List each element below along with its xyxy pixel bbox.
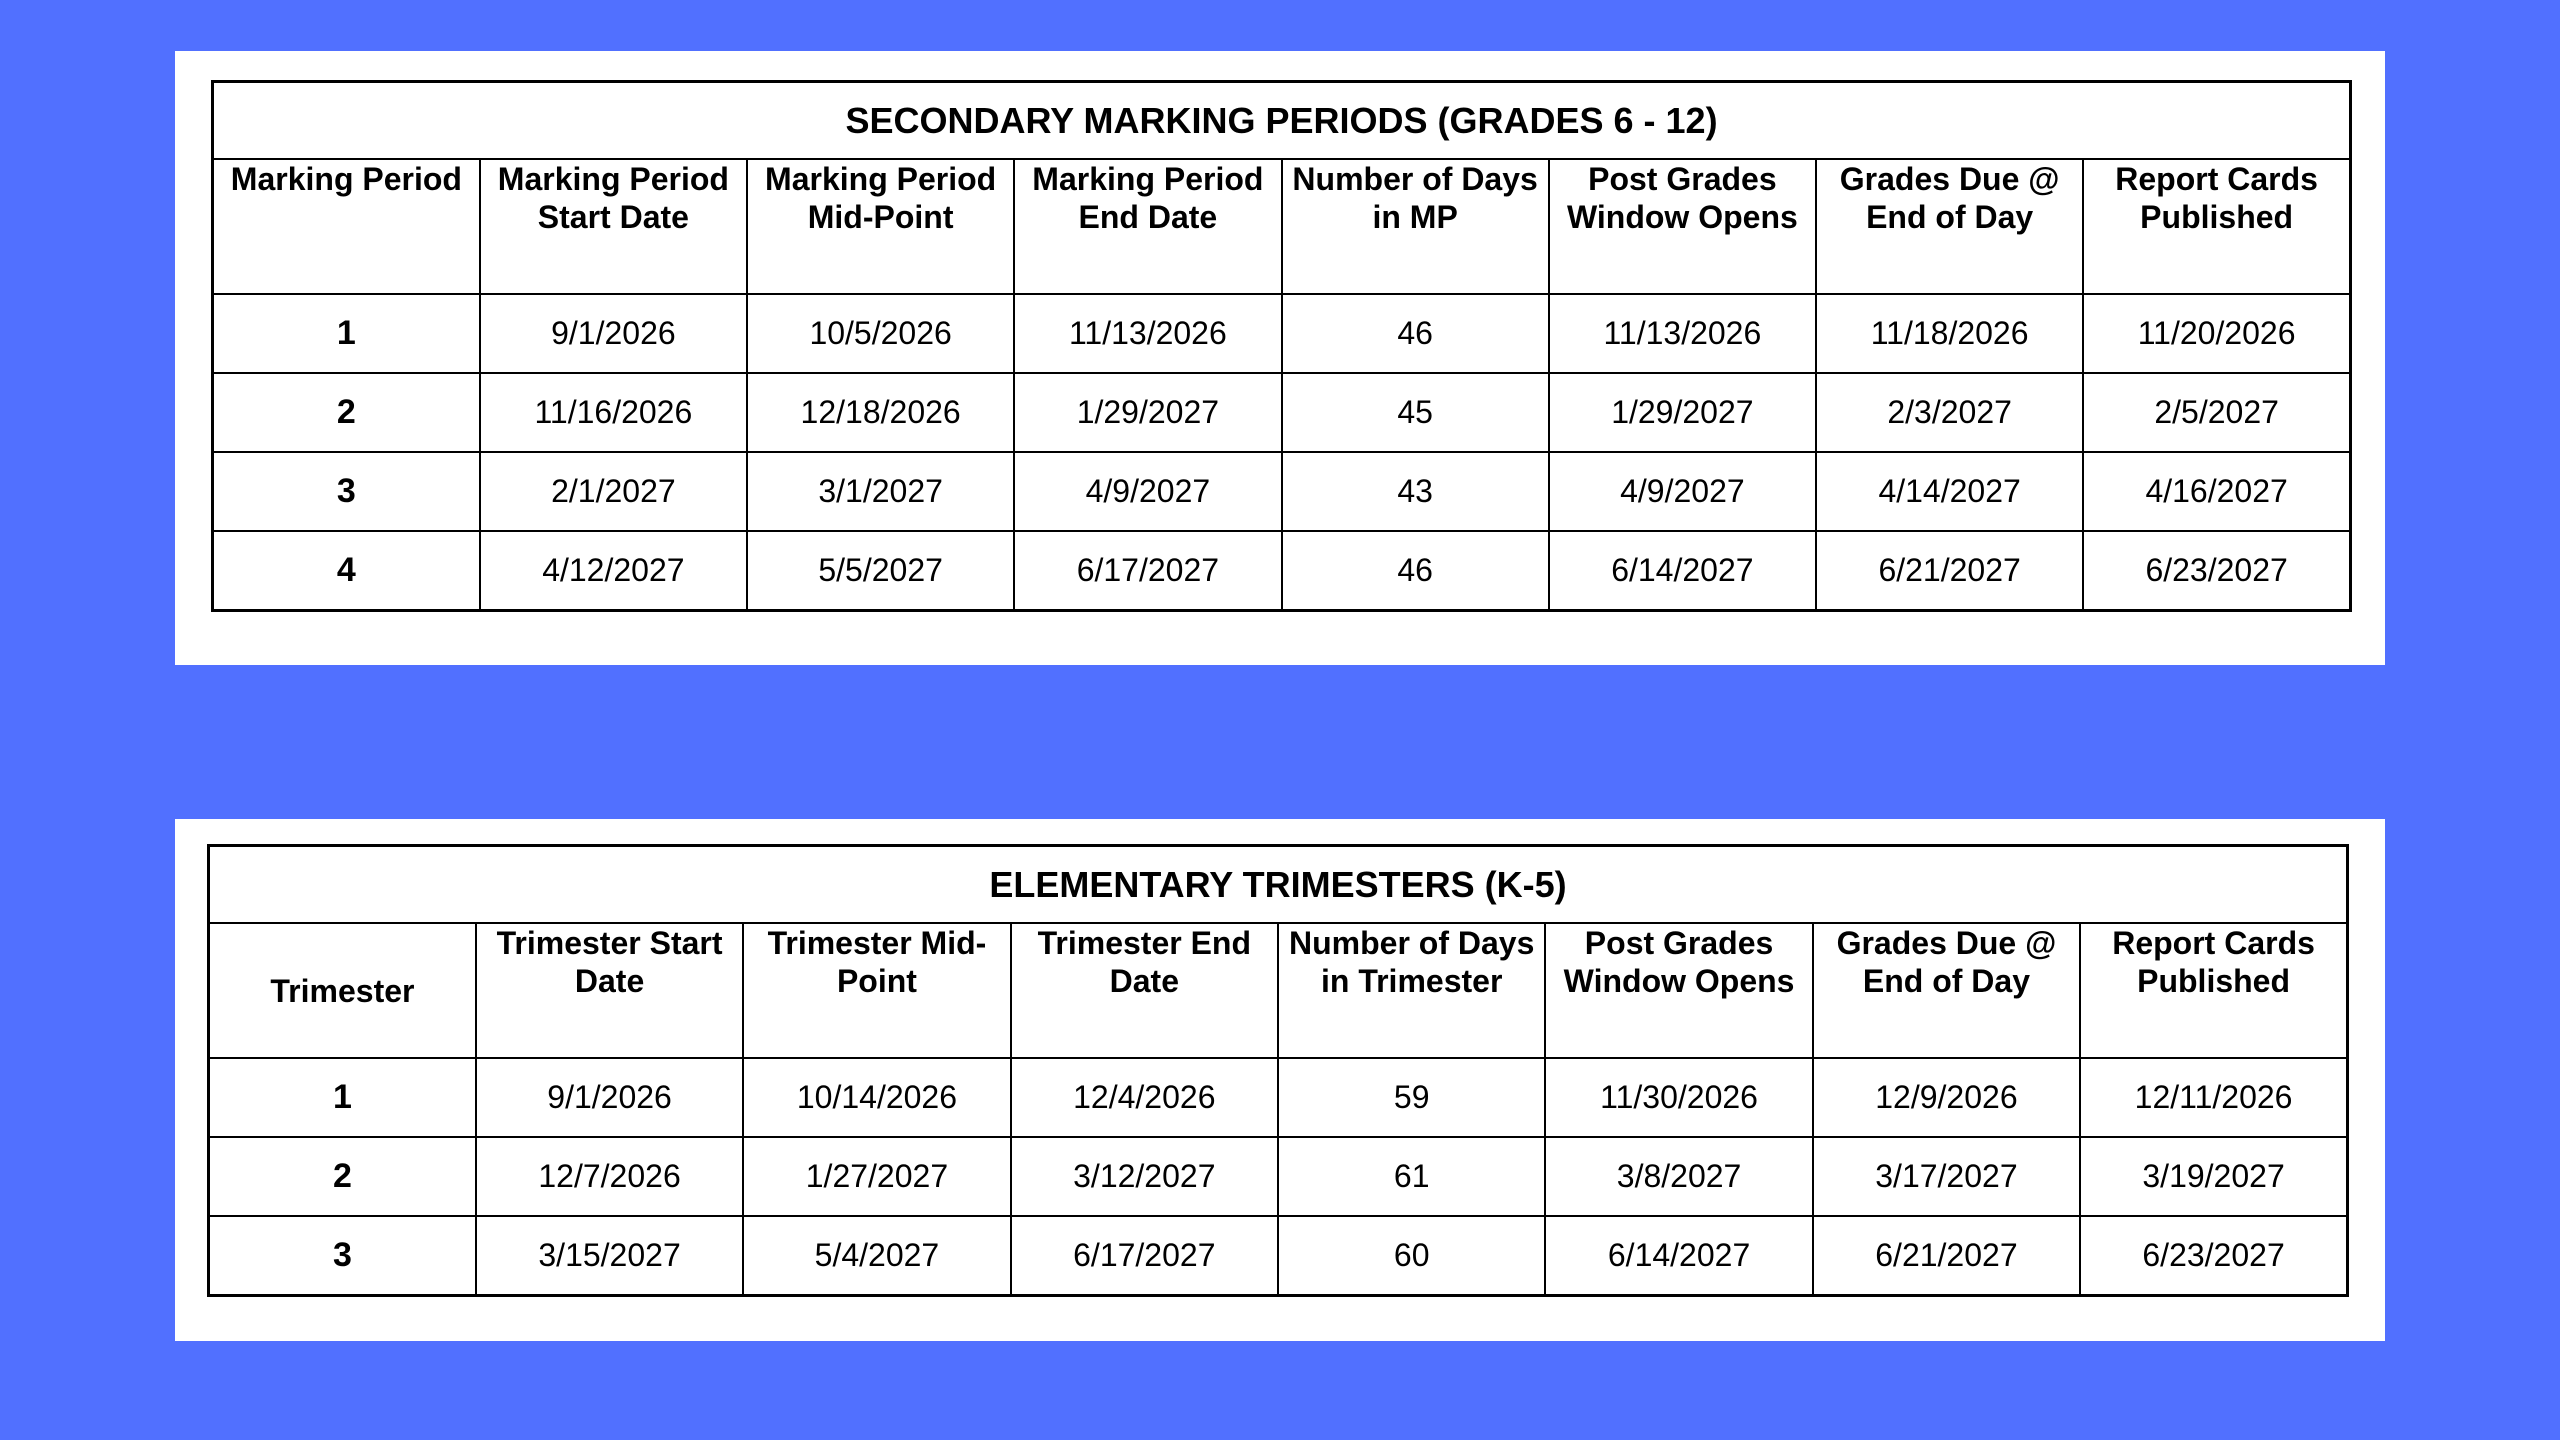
- table-cell: 11/20/2026: [2083, 294, 2350, 373]
- table-cell: 6/21/2027: [1816, 531, 2083, 611]
- column-header: Report Cards Published: [2080, 923, 2347, 1058]
- table-cell: 11/13/2026: [1014, 294, 1281, 373]
- column-header: Marking Period Start Date: [480, 159, 747, 294]
- table-row: [209, 1137, 2348, 1216]
- trimester-number: 2: [209, 1137, 476, 1216]
- table-cell: 3/8/2027: [1545, 1137, 1812, 1216]
- column-header: Marking Period End Date: [1014, 159, 1281, 294]
- table-cell: 60: [1278, 1216, 1545, 1296]
- column-header: Post Grades Window Opens: [1545, 923, 1812, 1058]
- table-cell: 2/5/2027: [2083, 373, 2350, 452]
- table-cell: 9/1/2026: [476, 1058, 743, 1137]
- table-title: ELEMENTARY TRIMESTERS (K-5): [209, 846, 2348, 924]
- table-cell: 5/4/2027: [743, 1216, 1010, 1296]
- table-cell: 12/4/2026: [1011, 1058, 1278, 1137]
- marking-period-number: 3: [213, 452, 480, 531]
- table-row: [213, 531, 2351, 611]
- secondary-marking-periods-table: [211, 80, 2352, 612]
- table-cell: 45: [1282, 373, 1549, 452]
- table-cell: 9/1/2026: [480, 294, 747, 373]
- table-cell: 2/1/2027: [480, 452, 747, 531]
- header-row: [209, 923, 2348, 1058]
- table-title: SECONDARY MARKING PERIODS (GRADES 6 - 12): [213, 82, 2351, 160]
- column-header: Trimester Mid-Point: [743, 923, 1010, 1058]
- table-cell: 10/14/2026: [743, 1058, 1010, 1137]
- table-cell: 4/9/2027: [1549, 452, 1816, 531]
- table-cell: 2/3/2027: [1816, 373, 2083, 452]
- table-cell: 4/14/2027: [1816, 452, 2083, 531]
- table-cell: 12/9/2026: [1813, 1058, 2080, 1137]
- table-cell: 3/1/2027: [747, 452, 1014, 531]
- marking-period-number: 4: [213, 531, 480, 611]
- table-row: [213, 373, 2351, 452]
- column-header: Report Cards Published: [2083, 159, 2350, 294]
- table-cell: 11/18/2026: [1816, 294, 2083, 373]
- table-cell: 12/11/2026: [2080, 1058, 2347, 1137]
- table-cell: 1/27/2027: [743, 1137, 1010, 1216]
- elementary-trimesters-panel: [175, 819, 2385, 1341]
- table-cell: 6/17/2027: [1011, 1216, 1278, 1296]
- table-cell: 6/23/2027: [2080, 1216, 2347, 1296]
- table-cell: 12/18/2026: [747, 373, 1014, 452]
- table-cell: 6/21/2027: [1813, 1216, 2080, 1296]
- table-cell: 4/16/2027: [2083, 452, 2350, 531]
- table-cell: 6/23/2027: [2083, 531, 2350, 611]
- marking-period-number: 1: [213, 294, 480, 373]
- table-cell: 11/16/2026: [480, 373, 747, 452]
- table-cell: 3/19/2027: [2080, 1137, 2347, 1216]
- table-cell: 6/17/2027: [1014, 531, 1281, 611]
- trimester-number: 3: [209, 1216, 476, 1296]
- table-cell: 3/17/2027: [1813, 1137, 2080, 1216]
- column-header: Marking Period: [213, 159, 480, 294]
- column-header: Grades Due @ End of Day: [1816, 159, 2083, 294]
- table-cell: 4/12/2027: [480, 531, 747, 611]
- table-cell: 6/14/2027: [1545, 1216, 1812, 1296]
- trimester-number: 1: [209, 1058, 476, 1137]
- marking-period-number: 2: [213, 373, 480, 452]
- table-row: [213, 452, 2351, 531]
- table-cell: 46: [1282, 294, 1549, 373]
- table-cell: 11/13/2026: [1549, 294, 1816, 373]
- table-cell: 61: [1278, 1137, 1545, 1216]
- column-header: Trimester End Date: [1011, 923, 1278, 1058]
- column-header: Post Grades Window Opens: [1549, 159, 1816, 294]
- table-row: [213, 294, 2351, 373]
- table-cell: 6/14/2027: [1549, 531, 1816, 611]
- column-header: Trimester Start Date: [476, 923, 743, 1058]
- table-cell: 43: [1282, 452, 1549, 531]
- secondary-marking-periods-panel: [175, 51, 2385, 665]
- header-row: [213, 159, 2351, 294]
- column-header: Number of Days in Trimester: [1278, 923, 1545, 1058]
- table-cell: 10/5/2026: [747, 294, 1014, 373]
- table-cell: 1/29/2027: [1014, 373, 1281, 452]
- column-header: Trimester: [209, 923, 476, 1058]
- table-cell: 4/9/2027: [1014, 452, 1281, 531]
- table-cell: 11/30/2026: [1545, 1058, 1812, 1137]
- table-cell: 46: [1282, 531, 1549, 611]
- column-header: Number of Days in MP: [1282, 159, 1549, 294]
- elementary-trimesters-table: [207, 844, 2349, 1297]
- table-cell: 3/15/2027: [476, 1216, 743, 1296]
- table-row: [209, 1058, 2348, 1137]
- column-header: Grades Due @ End of Day: [1813, 923, 2080, 1058]
- table-cell: 5/5/2027: [747, 531, 1014, 611]
- table-row: [209, 1216, 2348, 1296]
- column-header: Marking Period Mid-Point: [747, 159, 1014, 294]
- table-cell: 12/7/2026: [476, 1137, 743, 1216]
- table-cell: 1/29/2027: [1549, 373, 1816, 452]
- table-cell: 59: [1278, 1058, 1545, 1137]
- table-cell: 3/12/2027: [1011, 1137, 1278, 1216]
